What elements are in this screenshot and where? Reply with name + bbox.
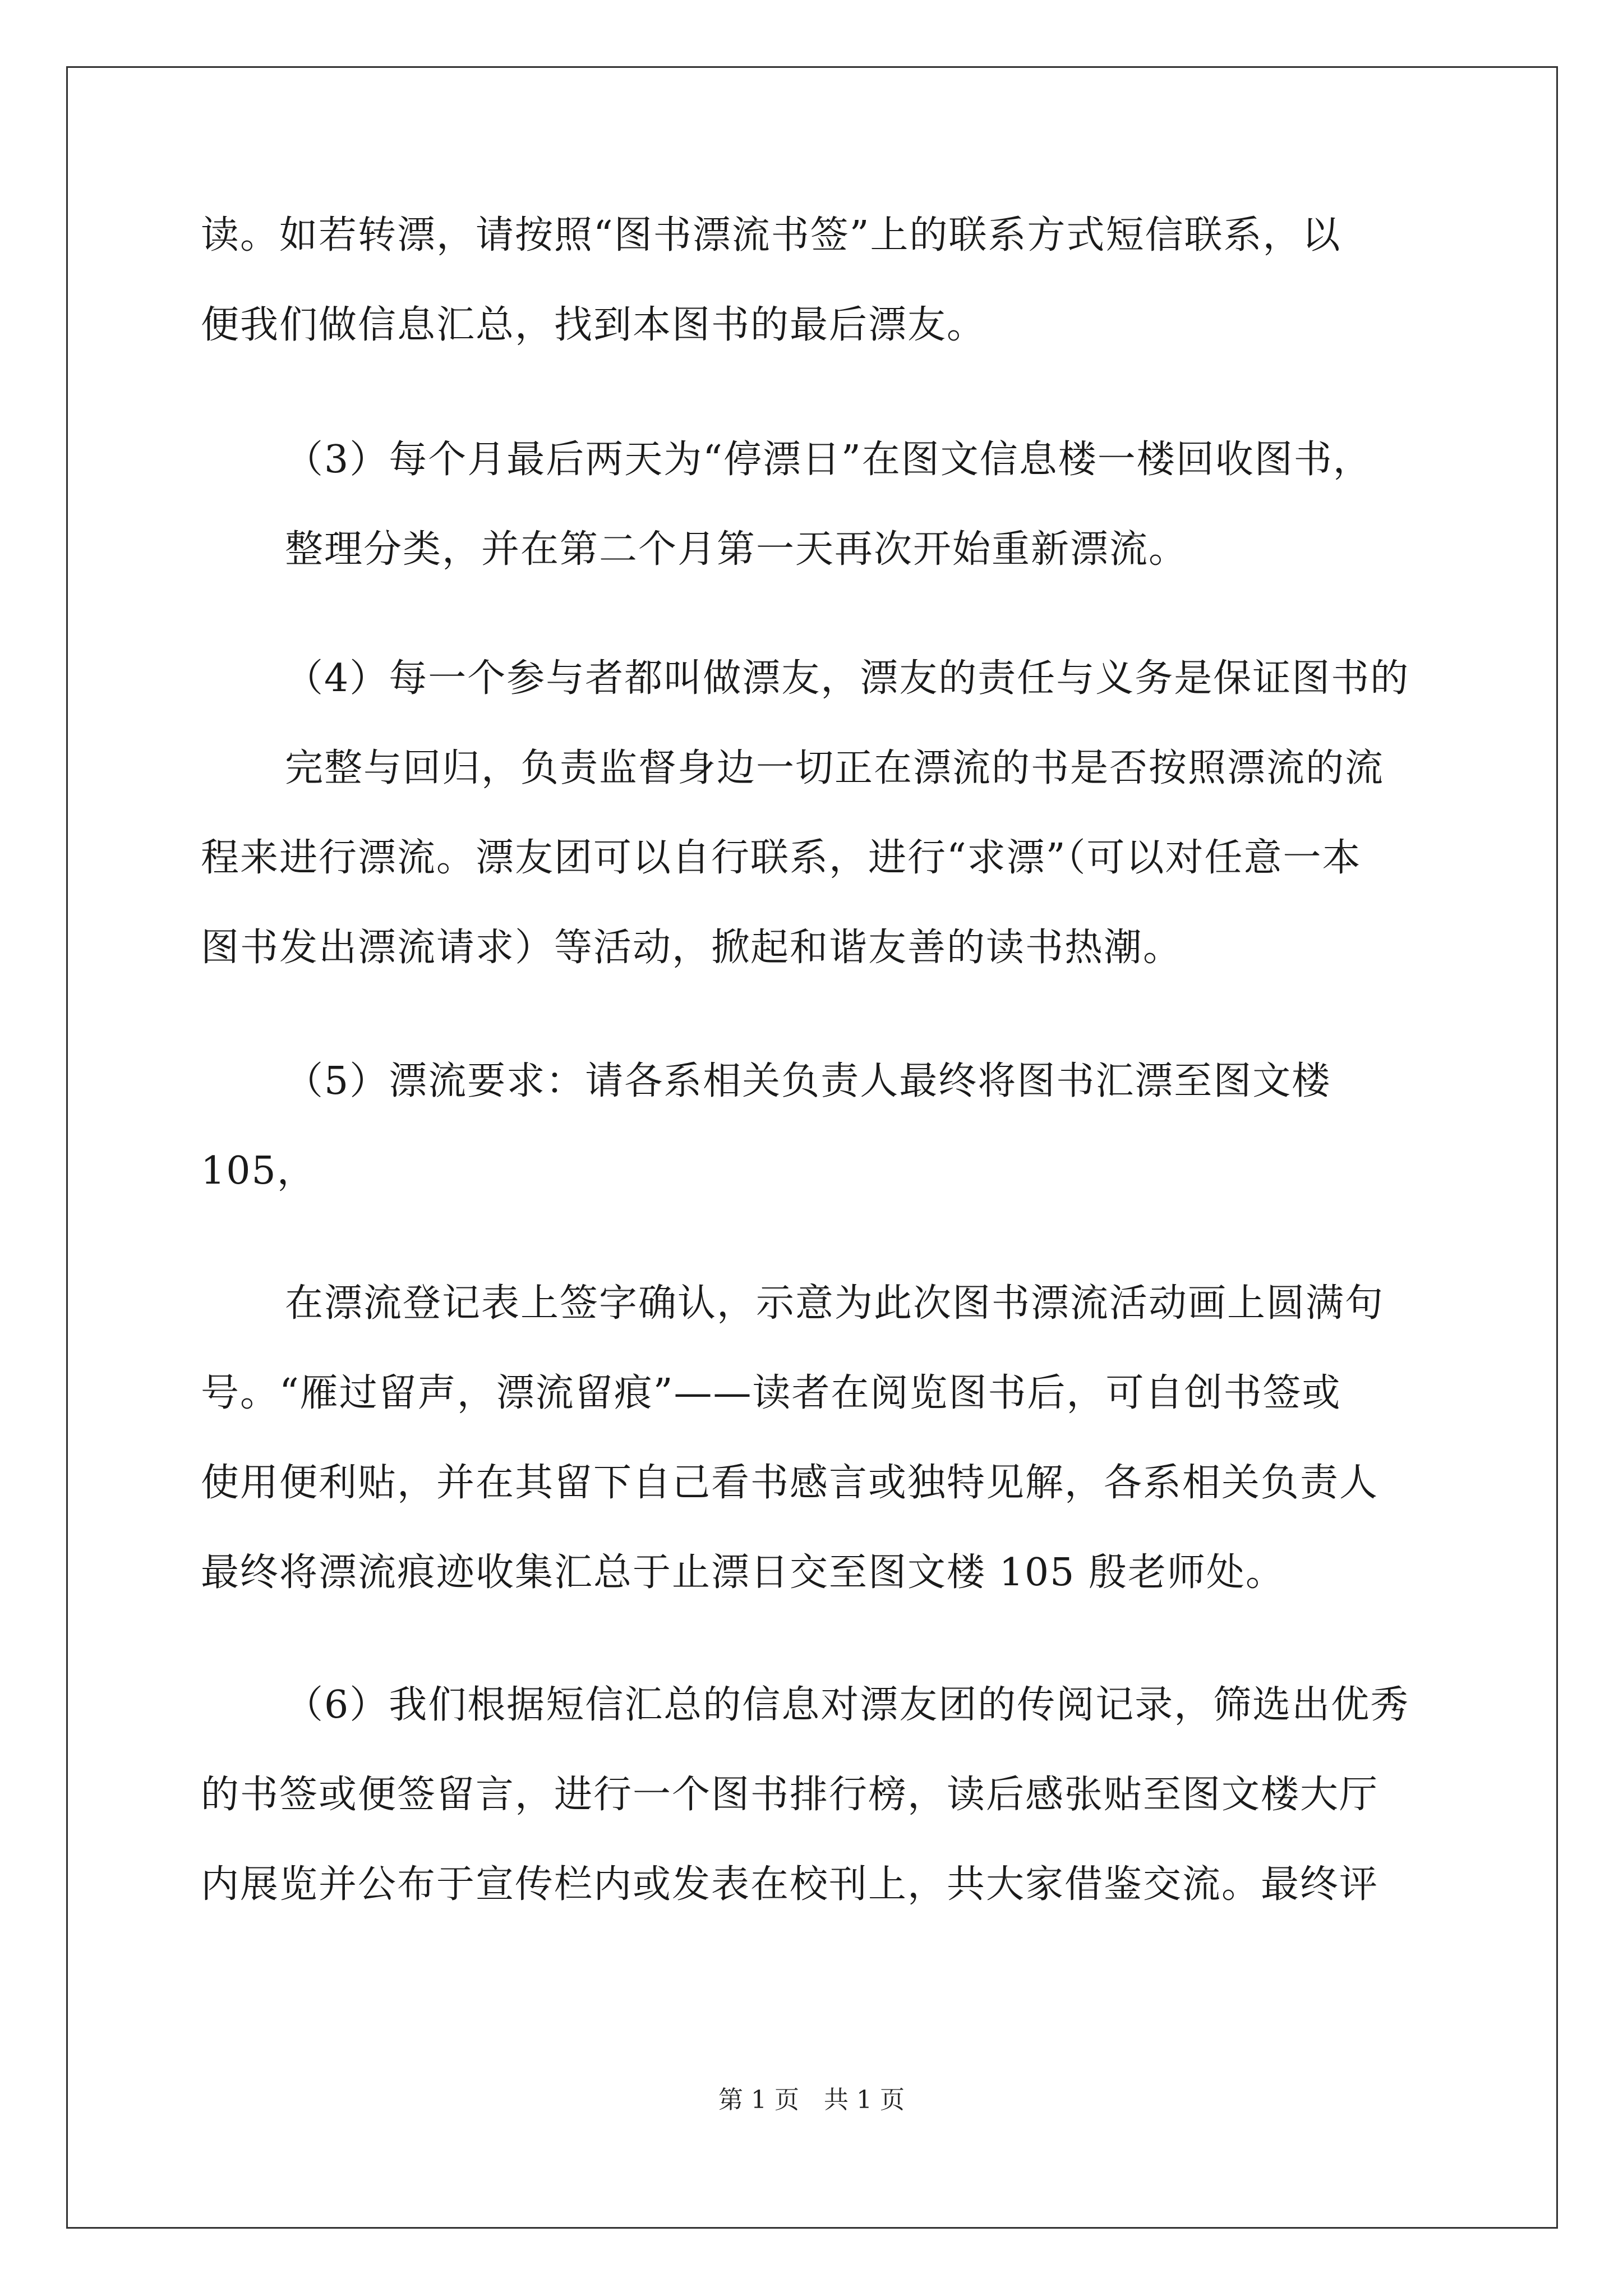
- text-line: 的书签或便签留言，进行一个图书排行榜，读后感张贴至图文楼大厅: [201, 1773, 1379, 1817]
- text-line: 105，: [201, 1149, 316, 1193]
- text-line: 完整与回归，负责监督身边一切正在漂流的书是否按照漂流的流: [285, 746, 1385, 790]
- text-line: 便我们做信息汇总，找到本图书的最后漂友。: [201, 303, 986, 347]
- text-line: 在漂流登记表上签字确认，示意为此次图书漂流活动画上圆满句: [285, 1281, 1385, 1326]
- text-line: （3）每个月最后两天为“停漂日”在图文信息楼一楼回收图书，: [285, 438, 1372, 482]
- page-number-footer: 第 1 页 共 1 页: [718, 2086, 905, 2114]
- text-line: 最终将漂流痕迹收集汇总于止漂日交至图文楼 105 殷老师处。: [201, 1550, 1285, 1595]
- text-line: 整理分类，并在第二个月第一天再次开始重新漂流。: [285, 527, 1188, 572]
- text-line: （4）每一个参与者都叫做漂友，漂友的责任与义务是保证图书的: [285, 656, 1410, 701]
- text-line: 使用便利贴，并在其留下自己看书感言或独特见解，各系相关负责人: [201, 1461, 1379, 1505]
- text-line: （5）漂流要求：请各系相关负责人最终将图书汇漂至图文楼: [285, 1059, 1331, 1103]
- text-line: 读。如若转漂，请按照“图书漂流书签”上的联系方式短信联系，以: [201, 213, 1341, 257]
- text-line: 程来进行漂流。漂友团可以自行联系，进行“求漂”（可以对任意一本: [201, 836, 1362, 880]
- text-line: 图书发出漂流请求）等活动，掀起和谐友善的读书热潮。: [201, 926, 1183, 970]
- text-line: 号。“雁过留声，漂流留痕”——读者在阅览图书后，可自创书签或: [201, 1371, 1341, 1415]
- text-line: （6）我们根据短信汇总的信息对漂友团的传阅记录，筛选出优秀: [285, 1683, 1410, 1727]
- text-line: 内展览并公布于宣传栏内或发表在校刊上，共大家借鉴交流。最终评: [201, 1862, 1379, 1907]
